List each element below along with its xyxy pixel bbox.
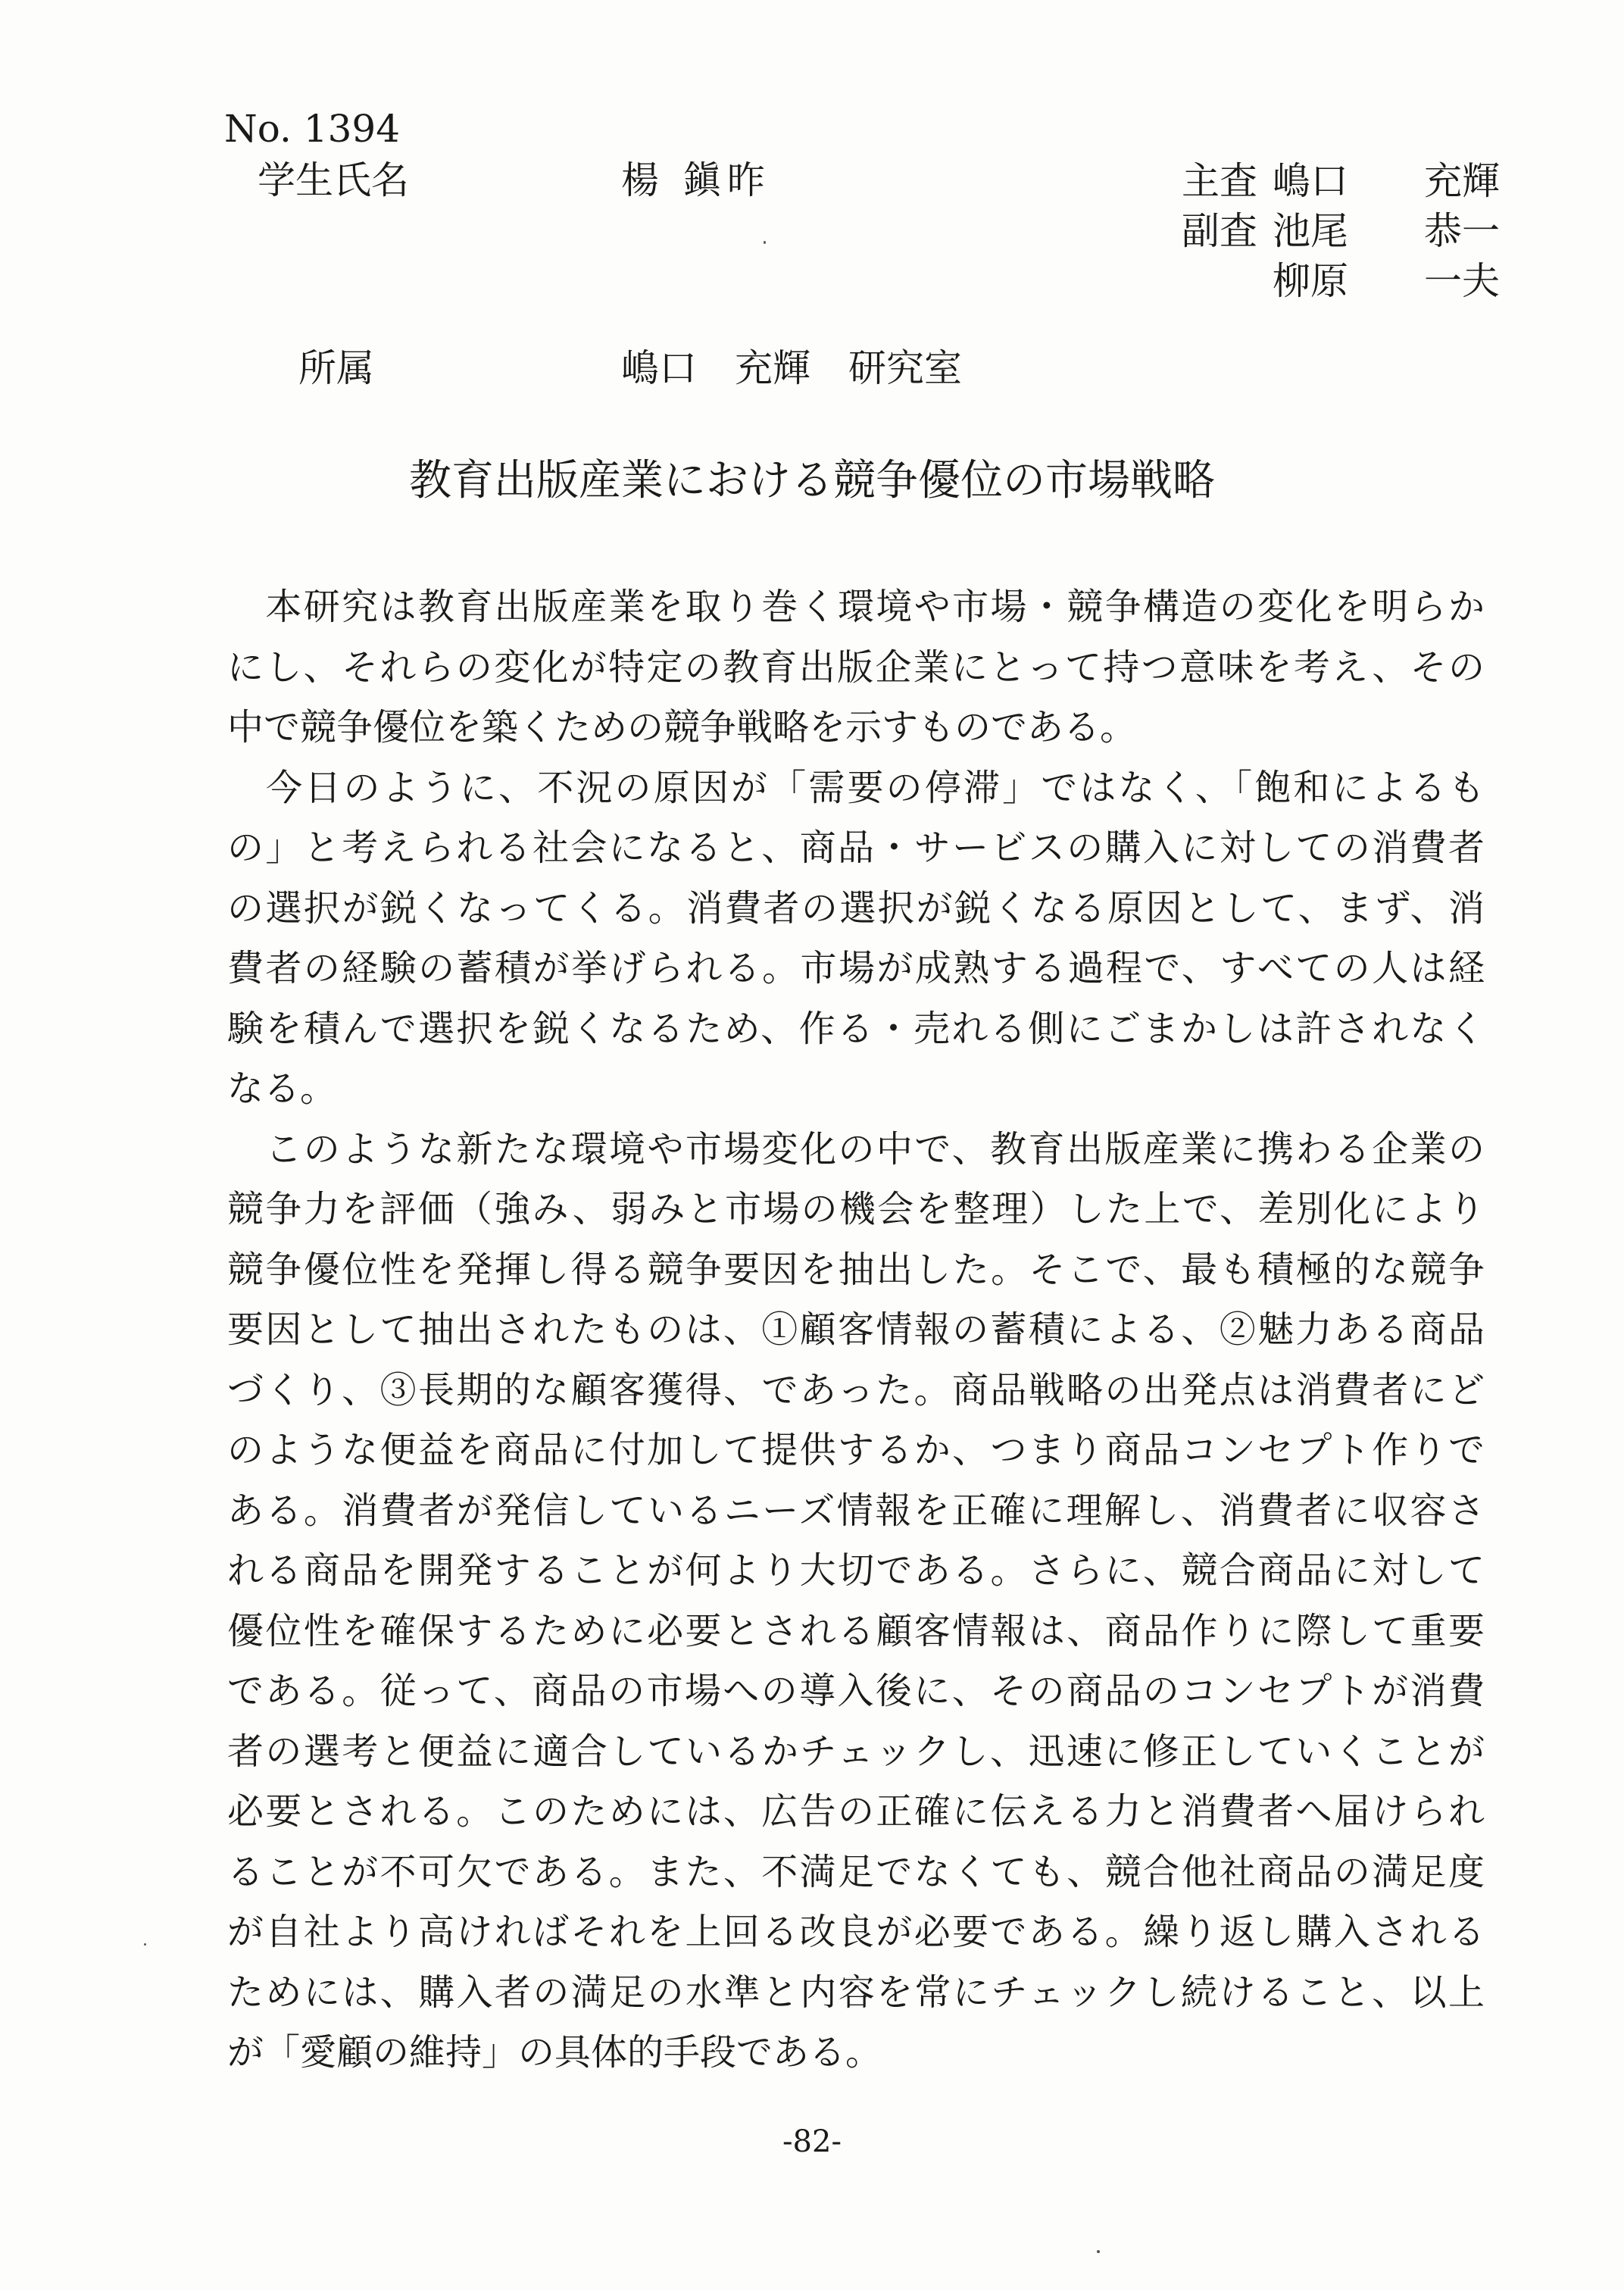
body-line: づくり、③長期的な顧客獲得、であった。商品戦略の出発点は消費者にど (227, 1368, 1485, 1411)
committee-surname: 池尾 (1273, 209, 1348, 253)
committee-given-name: 一夫 (1424, 259, 1500, 303)
body-line: 費者の経験の蓄積が挙げられる。市場が成熟する過程で、すべての人は経 (227, 947, 1485, 989)
body-line: なる。 (227, 1067, 337, 1110)
committee-row (1182, 153, 1500, 203)
committee-role: 副査 (1182, 209, 1257, 253)
body-line: が「愛顧の維持」の具体的手段である。 (227, 2031, 882, 2074)
scan-speck (1097, 2250, 1100, 2253)
committee-given-name: 充輝 (1424, 159, 1500, 203)
body-line: 要因として抽出されたものは、①顧客情報の蓄積による、②魅力ある商品 (227, 1308, 1485, 1351)
scan-speck (144, 1943, 146, 1946)
committee-role: 主査 (1182, 159, 1257, 203)
body-line: 中で競争優位を築くための競争戦略を示すものである。 (227, 706, 1137, 749)
body-line: 競争優位性を発揮し得る競争要因を抽出した。そこで、最も積極的な競争 (227, 1248, 1485, 1291)
body-line: である。従って、商品の市場への導入後に、その商品のコンセプトが消費 (227, 1670, 1485, 1712)
body-line: 優位性を確保するために必要とされる顧客情報は、商品作りに際して重要 (227, 1609, 1485, 1652)
committee-row (1182, 253, 1500, 303)
body-line: にし、それらの変化が特定の教育出版企業にとって持つ意味を考え、その (227, 645, 1485, 689)
committee-given-name: 恭一 (1424, 209, 1500, 253)
thesis-title: 教育出版産業における競争優位の市場戦略 (409, 456, 1215, 505)
affiliation-label: 所属 (298, 346, 374, 390)
body-line: 今日のように、不況の原因が「需要の停滞」ではなく、「飽和によるも (227, 766, 1485, 809)
body-line: 必要とされる。このためには、広告の正確に伝える力と消費者へ届けられ (227, 1790, 1485, 1833)
body-line: が自社より高ければそれを上回る改良が必要である。繰り返し購入される (227, 1911, 1485, 1953)
committee-surname: 柳原 (1273, 259, 1348, 303)
examination-committee (1182, 153, 1500, 303)
scan-speck (764, 241, 766, 244)
body-line: の選択が鋭くなってくる。消費者の選択が鋭くなる原因として、まず、消 (227, 886, 1485, 930)
abstract-body (227, 577, 1485, 2083)
body-line: ためには、購入者の満足の水準と内容を常にチェックし続けること、以上 (227, 1971, 1485, 2014)
body-line: 本研究は教育出版産業を取り巻く環境や市場・競争構造の変化を明らか (227, 586, 1485, 628)
body-line: 競争力を評価（強み、弱みと市場の機会を整理）した上で、差別化により (227, 1188, 1485, 1230)
record-number: No. 1394 (224, 107, 401, 151)
body-line: のような便益を商品に付加して提供するか、つまり商品コンセプト作りで (227, 1429, 1485, 1471)
body-line: ある。消費者が発信しているニーズ情報を正確に理解し、消費者に収容さ (227, 1489, 1485, 1532)
committee-surname: 嶋口 (1273, 159, 1348, 203)
body-line: ることが不可欠である。また、不満足でなくても、競合他社商品の満足度 (227, 1850, 1485, 1893)
affiliation-value: 嶋口 充輝 研究室 (621, 346, 962, 390)
committee-row (1182, 203, 1500, 253)
body-line: 者の選考と便益に適合しているかチェックし、迅速に修正していくことが (227, 1730, 1485, 1773)
body-line: このような新たな環境や市場変化の中で、教育出版産業に携わる企業の (227, 1127, 1485, 1171)
body-line: の」と考えられる社会になると、商品・サービスの購入に対しての消費者 (227, 827, 1485, 869)
student-name: 楊 鎭昨 (621, 158, 771, 202)
body-line: 験を積んで選択を鋭くなるため、作る・売れる側にごまかしは許されなく (227, 1007, 1485, 1050)
student-name-label: 学生氏名 (258, 158, 409, 202)
body-line: れる商品を開発することが何より大切である。さらに、競合商品に対して (227, 1549, 1485, 1592)
page-number: -82- (782, 2124, 842, 2159)
